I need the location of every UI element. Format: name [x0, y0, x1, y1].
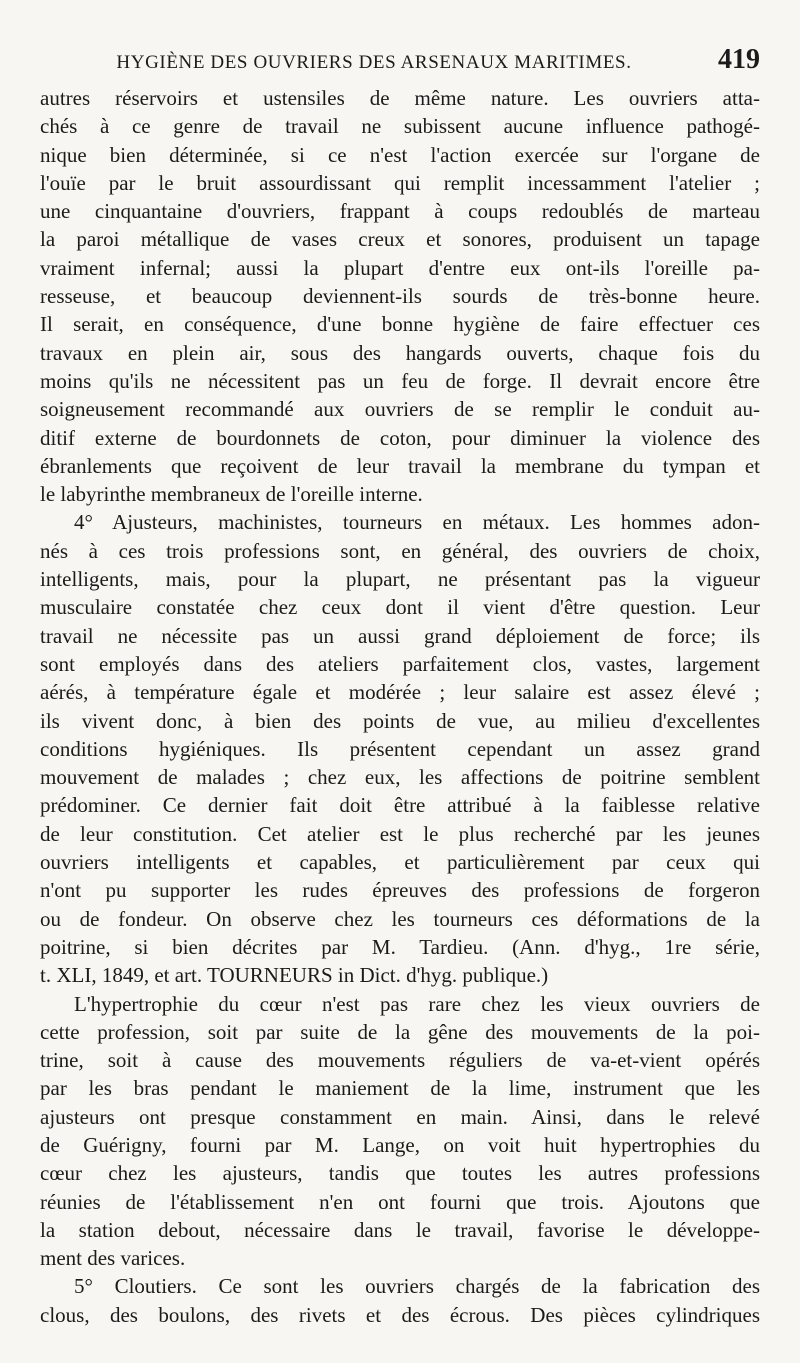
text-line: une cinquantaine d'ouvriers, frappant à coups redoublés de marteau: [40, 199, 760, 224]
text-line: ouvriers intelligents et capables, et particulièrement par ceux qui: [40, 850, 760, 875]
text-line: nique bien déterminée, si ce n'est l'action exercée sur l'organe de: [40, 142, 760, 167]
text-line: cœur chez les ajusteurs, tandis que toutes les autres professions: [40, 1161, 760, 1186]
text-line: travaux en plein air, sous des hangards ouverts, chaque fois du: [40, 340, 760, 365]
text-line: resseuse, et beaucoup deviennent-ils sourds de très-bonne heure.: [40, 284, 760, 309]
text-line: autres réservoirs et ustensiles de même nature. Les ouvriers atta-: [40, 86, 760, 110]
text-line: réunies de l'établissement n'en ont fourni que trois. Ajoutons que: [40, 1189, 760, 1214]
text-line: ajusteurs ont presque constamment en main. Ainsi, dans le relevé: [40, 1104, 760, 1129]
text-line: moins qu'ils ne nécessitent pas un feu de forge. Il devrait encore être: [40, 368, 760, 393]
page-header: [40, 44, 760, 82]
text-line: 5° Cloutiers. Ce sont les ouvriers chargés de la fabrication des: [74, 1274, 760, 1299]
text-line: trine, soit à cause des mouvements réguliers de va-et-vient opérés: [40, 1048, 760, 1073]
text-line: par les bras pendant le maniement de la lime, instrument que les: [40, 1076, 760, 1101]
page-body-text: [40, 84, 760, 1329]
text-line: Il serait, en conséquence, d'une bonne hygiène de faire effectuer ces: [40, 312, 760, 337]
text-line: la station debout, nécessaire dans le travail, favorise le développe-: [40, 1217, 760, 1242]
page-number: 419: [718, 44, 760, 75]
text-line: chés à ce genre de travail ne subissent aucune influence pathogé-: [40, 114, 760, 139]
text-line: sont employés dans des ateliers parfaitement clos, vastes, largement: [40, 651, 760, 676]
text-line: de Guérigny, fourni par M. Lange, on voit huit hypertrophies du: [40, 1132, 760, 1157]
text-line: vraiment infernal; aussi la plupart d'entre eux ont-ils l'oreille pa-: [40, 255, 760, 280]
text-line: 4° Ajusteurs, machinistes, tourneurs en métaux. Les hommes adon-: [74, 510, 760, 535]
text-line: musculaire constatée chez ceux dont il vient d'être question. Leur: [40, 595, 760, 620]
text-line: cette profession, soit par suite de la gêne des mouvements de la poi-: [40, 1019, 760, 1044]
text-line: le labyrinthe membraneux de l'oreille interne.: [40, 482, 423, 507]
text-line: soigneusement recommandé aux ouvriers de se remplir le conduit au-: [40, 397, 760, 422]
text-line: l'ouïe par le bruit assourdissant qui remplit incessamment l'atelier ;: [40, 170, 760, 195]
text-line: prédominer. Ce dernier fait doit être attribué à la faiblesse relative: [40, 793, 760, 818]
text-line: ils vivent donc, à bien des points de vue, au milieu d'excellentes: [40, 708, 760, 733]
running-title: HYGIÈNE DES OUVRIERS DES ARSENAUX MARITIMES.: [116, 52, 632, 73]
text-line: ditif externe de bourdonnets de coton, pour diminuer la violence des: [40, 425, 760, 450]
text-line: mouvement de malades ; chez eux, les affections de poitrine semblent: [40, 765, 760, 790]
text-line: travail ne nécessite pas un aussi grand déploiement de force; ils: [40, 623, 760, 648]
text-line: t. XLI, 1849, et art. TOURNEURS in Dict. d'hyg. publique.): [40, 963, 549, 988]
text-line: ou de fondeur. On observe chez les tourneurs ces déformations de la: [40, 906, 760, 931]
text-line: intelligents, mais, pour la plupart, ne présentant pas la vigueur: [40, 567, 760, 592]
text-line: conditions hygiéniques. Ils présentent cependant un assez grand: [40, 736, 760, 761]
text-line: ébranlements que reçoivent de leur travail la membrane du tympan et: [40, 453, 760, 478]
text-line: L'hypertrophie du cœur n'est pas rare chez les vieux ouvriers de: [74, 991, 760, 1016]
text-line: la paroi métallique de vases creux et sonores, produisent un tapage: [40, 227, 760, 252]
text-line: clous, des boulons, des rivets et des écrous. Des pièces cylindriques: [40, 1302, 760, 1327]
text-line: aérés, à température égale et modérée ; leur salaire est assez élevé ;: [40, 680, 760, 705]
text-line: nés à ces trois professions sont, en général, des ouvriers de choix,: [40, 538, 760, 563]
text-line: poitrine, si bien décrites par M. Tardieu. (Ann. d'hyg., 1re série,: [40, 934, 760, 959]
text-line: ment des varices.: [40, 1246, 186, 1271]
text-line: de leur constitution. Cet atelier est le plus recherché par les jeunes: [40, 821, 760, 846]
text-line: n'ont pu supporter les rudes épreuves des professions de forgeron: [40, 878, 760, 903]
